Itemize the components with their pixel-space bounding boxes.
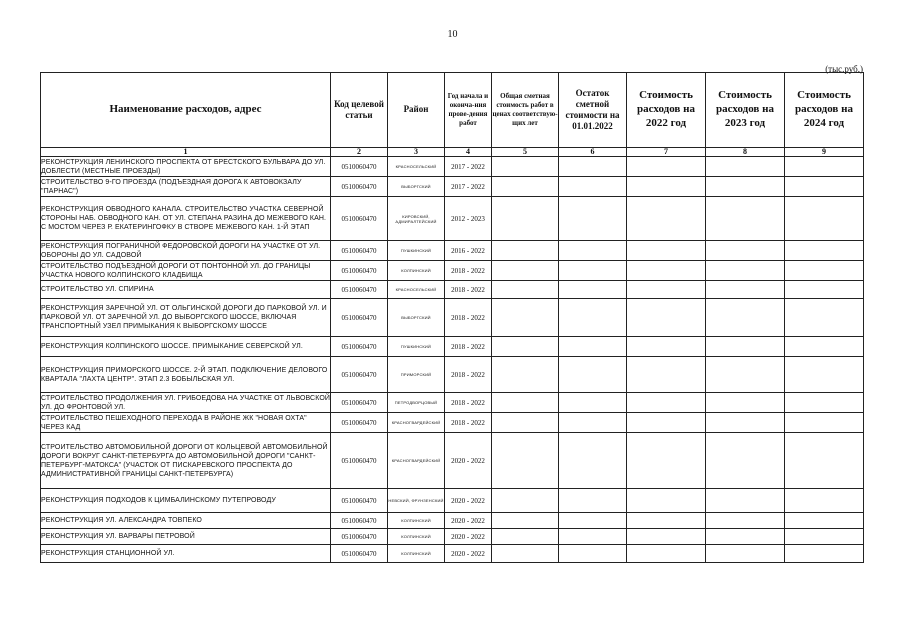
column-number: 3 — [388, 148, 445, 157]
remainder-cell — [559, 197, 627, 241]
header-cost-2022: Стоимость расходов на 2022 год — [627, 73, 706, 148]
cost-2022-cell — [627, 299, 706, 337]
expense-name: РЕКОНСТРУКЦИЯ ПОГРАНИЧНОЙ ФЕДОРОВСКОЙ ДОРОГИ НА УЧАСТКЕ ОТ УЛ. ОБОРОНЫ ДО УЛ. САДОВОЙ — [41, 241, 331, 261]
cost-2022-cell — [627, 197, 706, 241]
estimate-cell — [492, 281, 559, 299]
expense-code: 0510060470 — [331, 241, 388, 261]
expense-district: КОЛПИНСКИЙ — [388, 261, 445, 281]
cost-2024-cell — [785, 529, 864, 545]
cost-2023-cell — [706, 261, 785, 281]
cost-2024-cell — [785, 261, 864, 281]
cost-2024-cell — [785, 513, 864, 529]
remainder-cell — [559, 281, 627, 299]
expense-name: РЕКОНСТРУКЦИЯ СТАНЦИОННОЙ УЛ. — [41, 545, 331, 563]
table-row — [41, 513, 864, 529]
estimate-cell — [492, 241, 559, 261]
remainder-cell — [559, 413, 627, 433]
expense-district: КОЛПИНСКИЙ — [388, 529, 445, 545]
cost-2024-cell — [785, 433, 864, 489]
expense-name: СТРОИТЕЛЬСТВО УЛ. СПИРИНА — [41, 281, 331, 299]
expense-years: 2020 - 2022 — [445, 513, 492, 529]
cost-2024-cell — [785, 489, 864, 513]
estimate-cell — [492, 393, 559, 413]
cost-2022-cell — [627, 513, 706, 529]
header-district: Район — [388, 73, 445, 148]
remainder-cell — [559, 433, 627, 489]
expenses-table — [40, 72, 864, 563]
column-number: 9 — [785, 148, 864, 157]
expense-years: 2018 - 2022 — [445, 281, 492, 299]
header-cost-2024: Стоимость расходов на 2024 год — [785, 73, 864, 148]
estimate-cell — [492, 433, 559, 489]
header-cost-2023: Стоимость расходов на 2023 год — [706, 73, 785, 148]
estimate-cell — [492, 177, 559, 197]
table-row — [41, 157, 864, 177]
remainder-cell — [559, 177, 627, 197]
expense-years: 2020 - 2022 — [445, 545, 492, 563]
expense-code: 0510060470 — [331, 545, 388, 563]
cost-2023-cell — [706, 513, 785, 529]
expense-district: ВЫБОРГСКИЙ — [388, 177, 445, 197]
expense-name: РЕКОНСТРУКЦИЯ ЛЕНИНСКОГО ПРОСПЕКТА ОТ БРЕСТСКОГО БУЛЬВАРА ДО УЛ. ДОБЛЕСТИ (МЕСТНЫЕ ПРОЕЗДЫ) — [41, 157, 331, 177]
cost-2022-cell — [627, 529, 706, 545]
estimate-cell — [492, 489, 559, 513]
estimate-cell — [492, 513, 559, 529]
expense-name: РЕКОНСТРУКЦИЯ ЗАРЕЧНОЙ УЛ. ОТ ОЛЬГИНСКОЙ ДОРОГИ ДО ПАРКОВОЙ УЛ. И ПАРКОВОЙ УЛ. ОТ ЗАРЕЧНОЙ УЛ. ДО ВЫБОРГСКОГО ШОССЕ, ВКЛЮЧАЯ ТРАНСПОРТНЫЙ УЗЕЛ ПРИМЫКАНИЯ К ВЫБОРГСКОМУ ШОССЕ — [41, 299, 331, 337]
expense-code: 0510060470 — [331, 393, 388, 413]
expense-years: 2018 - 2022 — [445, 261, 492, 281]
table-row — [41, 433, 864, 489]
cost-2022-cell — [627, 433, 706, 489]
cost-2023-cell — [706, 413, 785, 433]
column-number: 8 — [706, 148, 785, 157]
remainder-cell — [559, 299, 627, 337]
column-number: 7 — [627, 148, 706, 157]
expense-name: СТРОИТЕЛЬСТВО АВТОМОБИЛЬНОЙ ДОРОГИ ОТ КОЛЬЦЕВОЙ АВТОМОБИЛЬНОЙ ДОРОГИ ВОКРУГ САНКТ-ПЕТЕРБУРГА ДО АВТОМОБИЛЬНОЙ ДОРОГИ "САНКТ-ПЕТЕРБУРГ-МАТОКСА" (УЧАСТОК ОТ ПИСКАРЕВСКОГО ПРОСПЕКТА ДО АДМИНИСТРАТИВНОЙ ГРАНИЦЫ САНКТ-ПЕТЕРБУРГА) — [41, 433, 331, 489]
column-number-row — [41, 148, 864, 157]
cost-2023-cell — [706, 197, 785, 241]
cost-2023-cell — [706, 489, 785, 513]
column-number: 1 — [41, 148, 331, 157]
cost-2024-cell — [785, 177, 864, 197]
cost-2022-cell — [627, 281, 706, 299]
header-remainder: Остаток сметной стоимости на 01.01.2022 — [559, 73, 627, 148]
cost-2023-cell — [706, 241, 785, 261]
remainder-cell — [559, 357, 627, 393]
expense-district: КОЛПИНСКИЙ — [388, 513, 445, 529]
cost-2024-cell — [785, 157, 864, 177]
cost-2024-cell — [785, 197, 864, 241]
expense-code: 0510060470 — [331, 299, 388, 337]
table-row — [41, 337, 864, 357]
cost-2022-cell — [627, 241, 706, 261]
cost-2024-cell — [785, 299, 864, 337]
remainder-cell — [559, 489, 627, 513]
remainder-cell — [559, 545, 627, 563]
remainder-cell — [559, 337, 627, 357]
expense-years: 2018 - 2022 — [445, 337, 492, 357]
expense-code: 0510060470 — [331, 281, 388, 299]
expense-years: 2020 - 2022 — [445, 433, 492, 489]
header-row — [41, 73, 864, 148]
cost-2022-cell — [627, 357, 706, 393]
remainder-cell — [559, 241, 627, 261]
expense-name: РЕКОНСТРУКЦИЯ ПРИМОРСКОГО ШОССЕ. 2-Й ЭТАП. ПОДКЛЮЧЕНИЕ ДЕЛОВОГО КВАРТАЛА "ЛАХТА ЦЕНТР". ЭТАП 2.3 БОБЫЛЬСКАЯ УЛ. — [41, 357, 331, 393]
expense-name: РЕКОНСТРУКЦИЯ ОБВОДНОГО КАНАЛА. СТРОИТЕЛЬСТВО УЧАСТКА СЕВЕРНОЙ СТОРОНЫ НАБ. ОБВОДНОГО КАН. ОТ УЛ. СТЕПАНА РАЗИНА ДО МЕЖЕВОГО КАН. С МОСТОМ ЧЕРЕЗ Р. ЕКАТЕРИНГОФКУ В СТВОРЕ МЕЖЕВОГО КАН. 1-Й ЭТАП — [41, 197, 331, 241]
cost-2023-cell — [706, 545, 785, 563]
expense-code: 0510060470 — [331, 513, 388, 529]
expense-code: 0510060470 — [331, 529, 388, 545]
estimate-cell — [492, 261, 559, 281]
page-number: 10 — [447, 29, 458, 40]
table-row — [41, 299, 864, 337]
estimate-cell — [492, 357, 559, 393]
cost-2024-cell — [785, 393, 864, 413]
expense-code: 0510060470 — [331, 337, 388, 357]
table-row — [41, 281, 864, 299]
expense-district: ПЕТРОДВОРЦОВЫЙ — [388, 393, 445, 413]
cost-2024-cell — [785, 241, 864, 261]
expense-years: 2020 - 2022 — [445, 529, 492, 545]
cost-2022-cell — [627, 545, 706, 563]
column-number: 4 — [445, 148, 492, 157]
expense-name: РЕКОНСТРУКЦИЯ ПОДХОДОВ К ЦИМБАЛИНСКОМУ ПУТЕПРОВОДУ — [41, 489, 331, 513]
header-name: Наименование расходов, адрес — [41, 73, 331, 148]
expense-name: СТРОИТЕЛЬСТВО ПОДЪЕЗДНОЙ ДОРОГИ ОТ ПОНТОННОЙ УЛ. ДО ГРАНИЦЫ УЧАСТКА НОВОГО КОЛПИНСКОГО КЛАДБИЩА — [41, 261, 331, 281]
expense-district: КИРОВСКИЙ, АДМИРАЛТЕЙСКИЙ — [388, 197, 445, 241]
cost-2023-cell — [706, 299, 785, 337]
cost-2022-cell — [627, 413, 706, 433]
expense-name: РЕКОНСТРУКЦИЯ УЛ. АЛЕКСАНДРА ТОВПЕКО — [41, 513, 331, 529]
expense-district: ВЫБОРГСКИЙ — [388, 299, 445, 337]
cost-2024-cell — [785, 281, 864, 299]
header-years: Год начала и оконча-ния прове-дения работ — [445, 73, 492, 148]
expense-years: 2018 - 2022 — [445, 393, 492, 413]
column-number: 5 — [492, 148, 559, 157]
expense-name: СТРОИТЕЛЬСТВО ПЕШЕХОДНОГО ПЕРЕХОДА В РАЙОНЕ ЖК "НОВАЯ ОХТА" ЧЕРЕЗ КАД — [41, 413, 331, 433]
remainder-cell — [559, 261, 627, 281]
cost-2024-cell — [785, 545, 864, 563]
expense-district: КРАСНОСЕЛЬСКИЙ — [388, 281, 445, 299]
remainder-cell — [559, 393, 627, 413]
expense-code: 0510060470 — [331, 413, 388, 433]
cost-2024-cell — [785, 337, 864, 357]
table-row — [41, 545, 864, 563]
expense-years: 2012 - 2023 — [445, 197, 492, 241]
expense-code: 0510060470 — [331, 177, 388, 197]
table-row — [41, 529, 864, 545]
expense-district: КРАСНОГВАРДЕЙСКИЙ — [388, 433, 445, 489]
units-label: (тыс.руб.) — [825, 64, 863, 74]
cost-2023-cell — [706, 393, 785, 413]
expense-years: 2017 - 2022 — [445, 157, 492, 177]
estimate-cell — [492, 529, 559, 545]
expense-name: СТРОИТЕЛЬСТВО 9-ГО ПРОЕЗДА (ПОДЪЕЗДНАЯ ДОРОГА К АВТОВОКЗАЛУ "ПАРНАС") — [41, 177, 331, 197]
expense-years: 2018 - 2022 — [445, 413, 492, 433]
expense-years: 2016 - 2022 — [445, 241, 492, 261]
table-row — [41, 489, 864, 513]
cost-2022-cell — [627, 177, 706, 197]
column-number: 2 — [331, 148, 388, 157]
header-code: Код целевой статьи — [331, 73, 388, 148]
expense-years: 2018 - 2022 — [445, 299, 492, 337]
expense-district: КОЛПИНСКИЙ — [388, 545, 445, 563]
table-row — [41, 177, 864, 197]
table-row — [41, 393, 864, 413]
cost-2022-cell — [627, 157, 706, 177]
cost-2023-cell — [706, 157, 785, 177]
expense-code: 0510060470 — [331, 489, 388, 513]
cost-2022-cell — [627, 261, 706, 281]
expense-district: ПУШКИНСКИЙ — [388, 241, 445, 261]
expense-name: РЕКОНСТРУКЦИЯ УЛ. ВАРВАРЫ ПЕТРОВОЙ — [41, 529, 331, 545]
cost-2023-cell — [706, 357, 785, 393]
cost-2022-cell — [627, 337, 706, 357]
remainder-cell — [559, 513, 627, 529]
expense-code: 0510060470 — [331, 357, 388, 393]
expense-code: 0510060470 — [331, 433, 388, 489]
expense-name: СТРОИТЕЛЬСТВО ПРОДОЛЖЕНИЯ УЛ. ГРИБОЕДОВА НА УЧАСТКЕ ОТ ЛЬВОВСКОЙ УЛ. ДО ФРОНТОВОЙ УЛ. — [41, 394, 330, 411]
estimate-cell — [492, 337, 559, 357]
estimate-cell — [492, 413, 559, 433]
expense-code: 0510060470 — [331, 157, 388, 177]
expense-district: НЕВСКИЙ, ФРУНЗЕНСКИЙ — [388, 489, 445, 513]
table-row — [41, 413, 864, 433]
expense-years: 2020 - 2022 — [445, 489, 492, 513]
remainder-cell — [559, 529, 627, 545]
remainder-cell — [559, 157, 627, 177]
estimate-cell — [492, 197, 559, 241]
header-estimate: Общая сметная стоимость работ в ценах соответствую-щих лет — [492, 73, 559, 148]
estimate-cell — [492, 299, 559, 337]
expense-code: 0510060470 — [331, 261, 388, 281]
table-row — [41, 241, 864, 261]
cost-2022-cell — [627, 393, 706, 413]
cost-2023-cell — [706, 529, 785, 545]
cost-2024-cell — [785, 357, 864, 393]
table-row — [41, 197, 864, 241]
expense-district: КРАСНОСЕЛЬСКИЙ — [388, 157, 445, 177]
cost-2024-cell — [785, 413, 864, 433]
cost-2023-cell — [706, 281, 785, 299]
expense-district: ПРИМОРСКИЙ — [388, 357, 445, 393]
cost-2023-cell — [706, 177, 785, 197]
estimate-cell — [492, 157, 559, 177]
expense-district: ПУШКИНСКИЙ — [388, 337, 445, 357]
cost-2023-cell — [706, 337, 785, 357]
expense-district: КРАСНОГВАРДЕЙСКИЙ — [388, 413, 445, 433]
estimate-cell — [492, 545, 559, 563]
expense-code: 0510060470 — [331, 197, 388, 241]
table-row — [41, 261, 864, 281]
expense-years: 2018 - 2022 — [445, 357, 492, 393]
expense-years: 2017 - 2022 — [445, 177, 492, 197]
cost-2023-cell — [706, 433, 785, 489]
column-number: 6 — [559, 148, 627, 157]
cost-2022-cell — [627, 489, 706, 513]
table-row — [41, 357, 864, 393]
expense-name: РЕКОНСТРУКЦИЯ КОЛПИНСКОГО ШОССЕ. ПРИМЫКАНИЕ СЕВЕРСКОЙ УЛ. — [41, 337, 331, 357]
